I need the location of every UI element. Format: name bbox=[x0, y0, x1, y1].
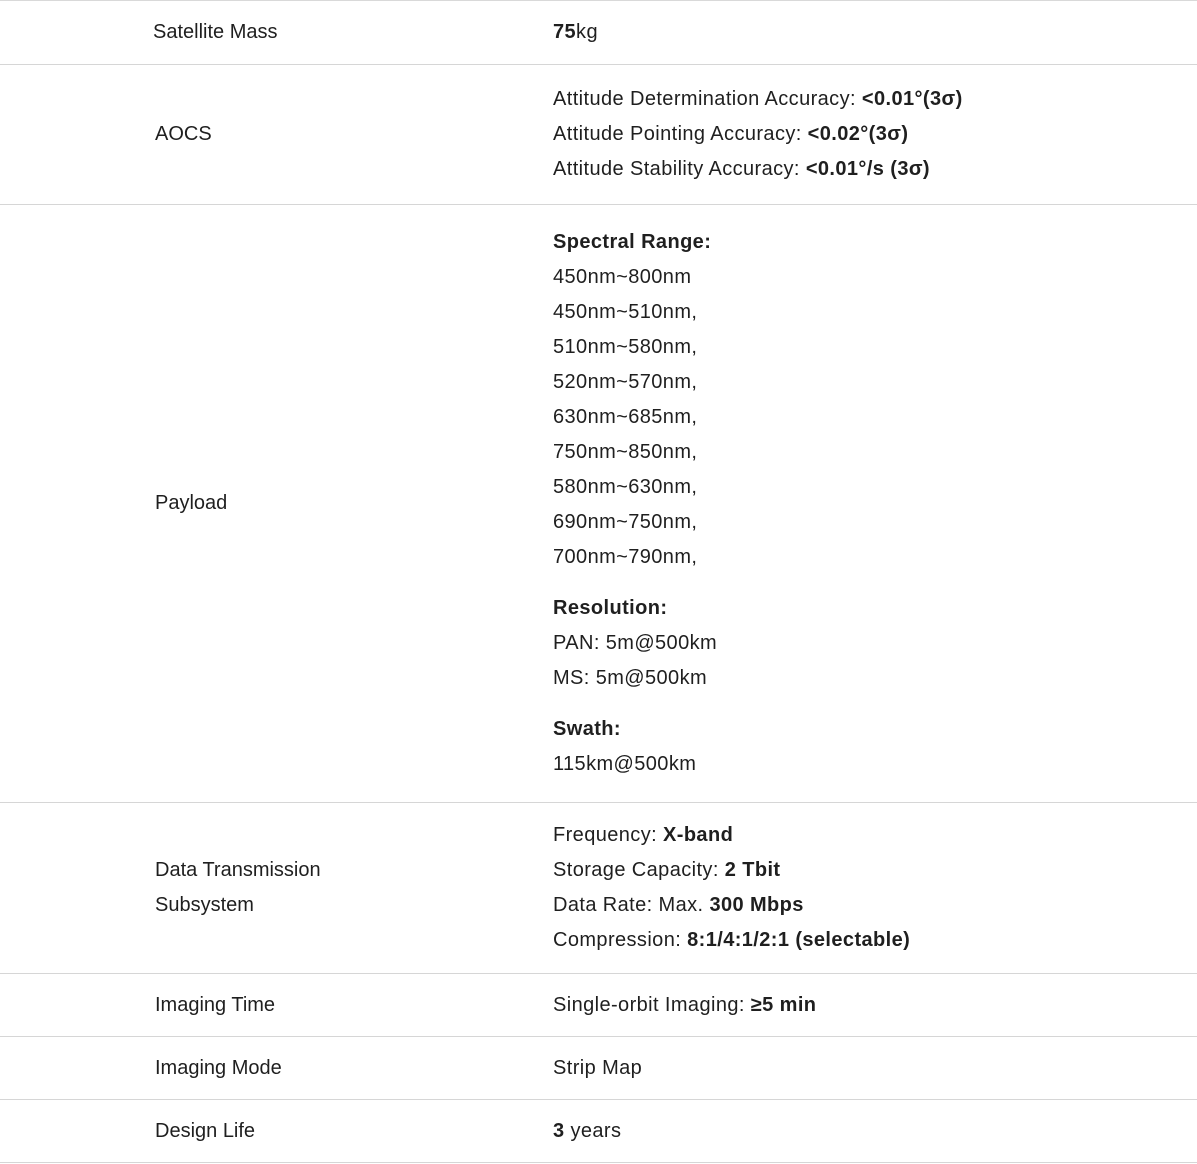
mass-value: 75 bbox=[553, 21, 577, 43]
spectral-band: 520nm~570nm, bbox=[553, 371, 698, 393]
line-prefix: Compression: bbox=[553, 929, 688, 951]
resolution-heading: Resolution: bbox=[553, 597, 668, 619]
aocs-determination-line bbox=[553, 82, 1197, 117]
line-prefix: Storage Capacity: bbox=[553, 859, 725, 881]
frequency-line bbox=[553, 818, 1197, 853]
swath-heading: Swath: bbox=[553, 718, 621, 740]
spec-row-data-transmission bbox=[0, 803, 1197, 974]
spec-label: Imaging Mode bbox=[155, 1056, 282, 1079]
spec-value bbox=[397, 818, 1197, 958]
spec-label: Data Transmission Subsystem bbox=[155, 859, 321, 916]
spec-label: Design Life bbox=[155, 1119, 256, 1142]
data-rate-line bbox=[553, 888, 1197, 923]
group-spacer bbox=[553, 575, 1197, 591]
mass-unit: kg bbox=[576, 21, 598, 43]
spec-row-imaging-mode bbox=[0, 1037, 1197, 1100]
line-prefix: Frequency: bbox=[553, 824, 664, 846]
spec-label: AOCS bbox=[155, 123, 212, 145]
line-value: 300 Mbps bbox=[709, 894, 804, 916]
spec-row-design-life bbox=[0, 1100, 1197, 1163]
spectral-band: 450nm~800nm bbox=[553, 266, 692, 288]
line-prefix: Single-orbit Imaging: bbox=[553, 993, 751, 1016]
line-value: <0.01°/s (3σ) bbox=[805, 158, 930, 180]
spec-row-satellite-mass bbox=[0, 1, 1197, 65]
line-value: 2 Tbit bbox=[724, 859, 781, 881]
storage-capacity-line bbox=[553, 853, 1197, 888]
line-prefix: Attitude Stability Accuracy: bbox=[553, 158, 806, 180]
spectral-band: 580nm~630nm, bbox=[553, 476, 698, 498]
compression-line bbox=[553, 923, 1197, 958]
swath-value: 115km@500km bbox=[553, 753, 697, 775]
line-prefix: Data Rate: Max. bbox=[553, 894, 710, 916]
line-value: 8:1/4:1/2:1 (selectable) bbox=[687, 929, 911, 951]
spectral-band: 630nm~685nm, bbox=[553, 406, 698, 428]
resolution-ms: MS: 5m@500km bbox=[553, 667, 708, 689]
spec-value bbox=[397, 1051, 1197, 1086]
spec-label: Satellite Mass bbox=[153, 21, 278, 43]
group-spacer bbox=[553, 696, 1197, 712]
resolution-pan: PAN: 5m@500km bbox=[553, 632, 718, 654]
spec-label: Imaging Time bbox=[155, 993, 276, 1016]
spec-value bbox=[397, 1114, 1197, 1149]
line-value: ≥5 min bbox=[750, 993, 817, 1016]
spec-label: Payload bbox=[155, 492, 228, 514]
spectral-band: 700nm~790nm, bbox=[553, 546, 698, 568]
spec-row-imaging-time bbox=[0, 974, 1197, 1037]
line-value: <0.01°(3σ) bbox=[861, 88, 963, 110]
line-value: <0.02°(3σ) bbox=[807, 123, 909, 145]
spec-row-aocs bbox=[0, 65, 1197, 205]
spectral-band: 510nm~580nm, bbox=[553, 336, 698, 358]
aocs-pointing-line bbox=[553, 117, 1197, 152]
design-life-value: 3 bbox=[553, 1119, 565, 1142]
aocs-stability-line bbox=[553, 152, 1197, 187]
spec-value bbox=[397, 988, 1197, 1023]
line-value: X-band bbox=[663, 824, 734, 846]
imaging-mode-value: Strip Map bbox=[553, 1056, 643, 1079]
spec-value bbox=[397, 82, 1197, 187]
spectral-band: 450nm~510nm, bbox=[553, 301, 698, 323]
line-prefix: Attitude Determination Accuracy: bbox=[553, 88, 862, 110]
spec-row-payload bbox=[0, 205, 1197, 803]
spectral-band: 750nm~850nm, bbox=[553, 441, 698, 463]
spec-value bbox=[397, 15, 1197, 50]
spectral-band: 690nm~750nm, bbox=[553, 511, 698, 533]
line-prefix: Attitude Pointing Accuracy: bbox=[553, 123, 808, 145]
spectral-range-heading: Spectral Range: bbox=[553, 231, 712, 253]
spec-value bbox=[397, 225, 1197, 782]
design-life-unit: years bbox=[564, 1119, 622, 1142]
